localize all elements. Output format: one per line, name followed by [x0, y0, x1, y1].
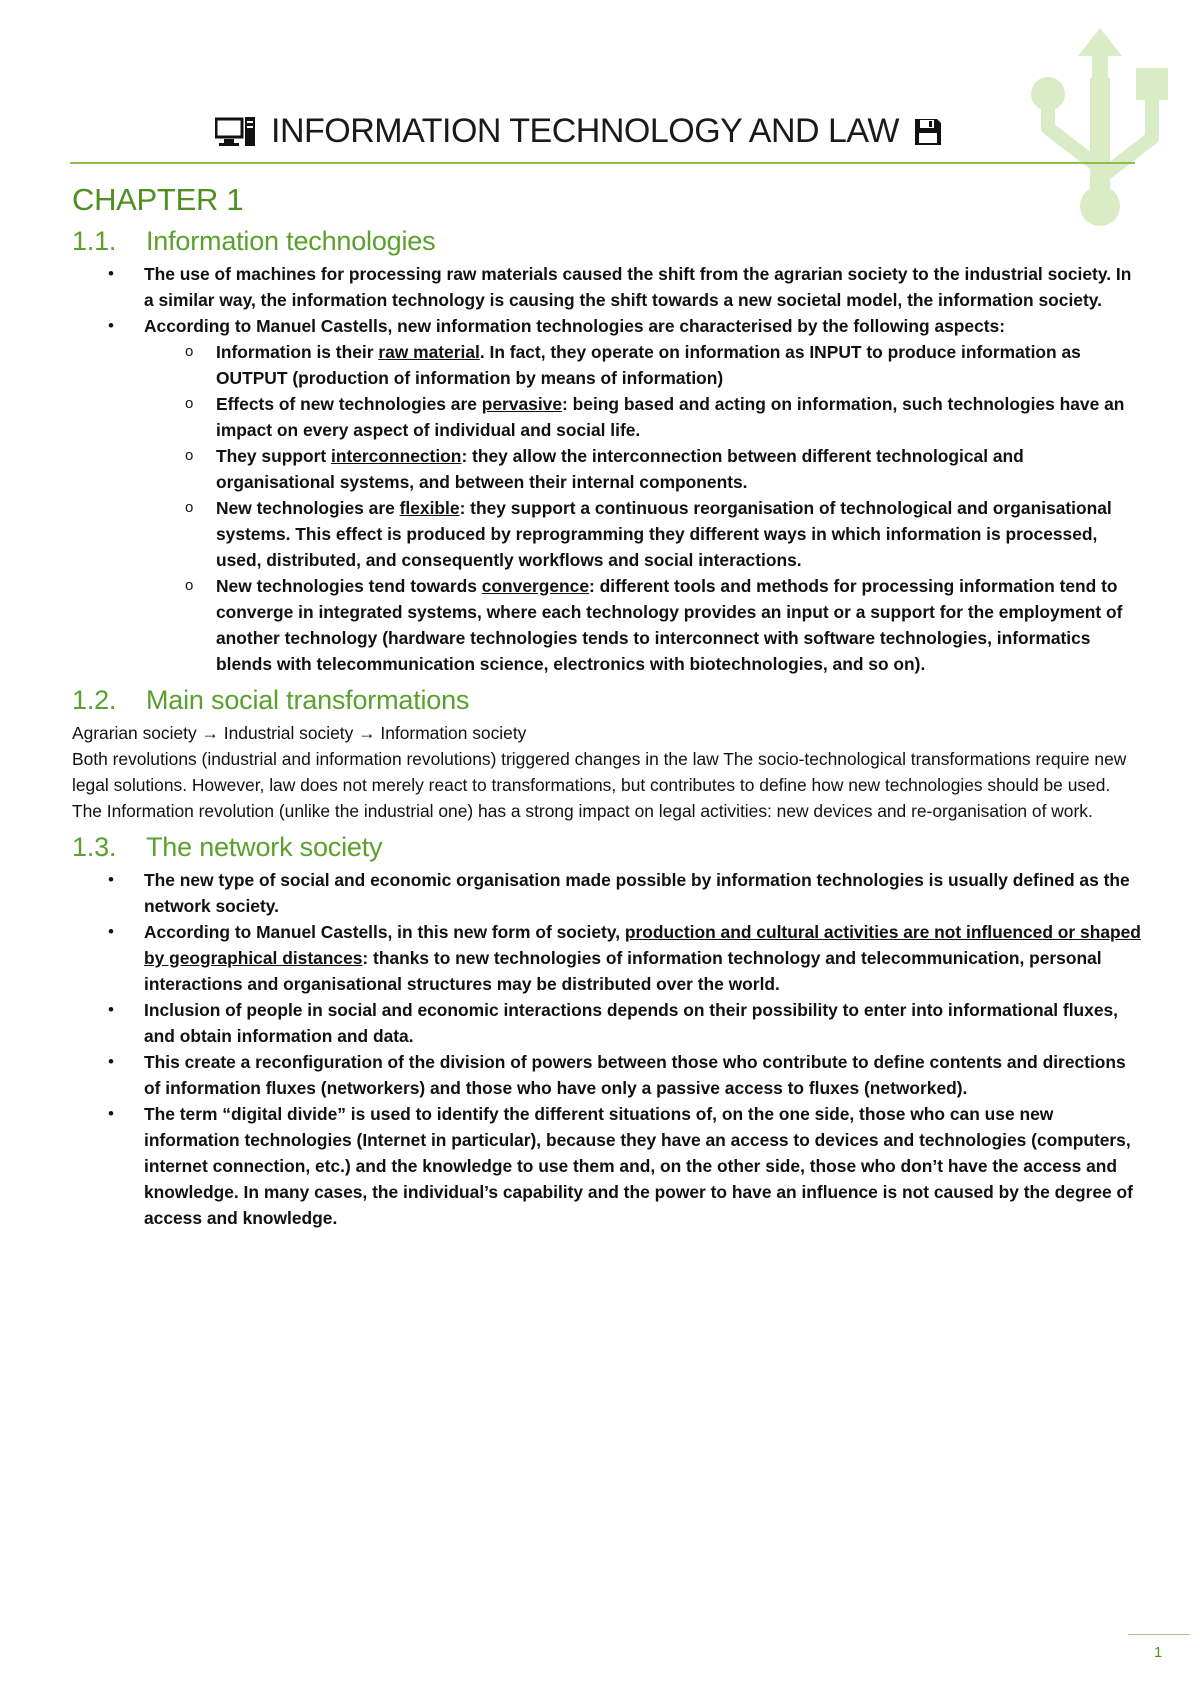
arrow-icon: →: [358, 723, 376, 743]
section-heading-1-3: [72, 832, 1142, 863]
list-item: • According to Manuel Castells, in this new form of society, production and cultural activities are not influenced or shaped by geographical distances: thanks to new technologies of information technology and telecommunication, personal interactions and organisational structures may be distributed over the world.: [72, 919, 1142, 997]
sub-list-item: o New technologies tend towards convergence: different tools and methods for processing information tend to converge in integrated systems, where each technology provides an input or a support for the employment of another technology (hardware technologies tends to interconnect with software technologies, informatics blends with telecommunication science, electronics with biotechnologies, and so on).: [72, 573, 1142, 677]
document-title: [215, 112, 975, 151]
transformation-chain: Agrarian society → Industrial society → Information society: [72, 723, 527, 743]
sub-list-item: o Information is their raw material. In fact, they operate on information as INPUT to produce information as OUTPUT (production of information by means of information): [72, 339, 1142, 391]
list-item: • The term “digital divide” is used to identify the different situations of, on the one side, those who can use new information technologies (Internet in particular), because they have an access to devices and technologies (computers, internet connection, etc.) and the knowledge to use them and, on the other side, those who don’t have the access and knowledge. In many cases, the individual’s capability and the power to have an influence is not caused by the degree of access and knowledge.: [72, 1101, 1142, 1231]
section-1-1-list: [72, 261, 1142, 677]
floppy-disk-icon: [913, 117, 943, 147]
sub-list-item: o New technologies are flexible: they support a continuous reorganisation of technological and organisational systems. This effect is produced by reprogramming they different ways in which information is processed, used, distributed, and consequently workflows and social interactions.: [72, 495, 1142, 573]
sub-list-item: o Effects of new technologies are pervasive: being based and acting on information, such technologies have an impact on every aspect of individual and social life.: [72, 391, 1142, 443]
section-1-3-list: [72, 867, 1142, 1231]
section-number: 1.2.: [72, 685, 117, 715]
section-heading-1-2: [72, 685, 1142, 716]
content: [72, 178, 1142, 1231]
list-item: • The new type of social and economic organisation made possible by information technologies is usually defined as the network society.: [72, 867, 1142, 919]
section-title: Main social transformations: [146, 685, 470, 715]
section-number: 1.3.: [72, 832, 117, 862]
list-item: • The use of machines for processing raw materials caused the shift from the agrarian society to the industrial society. In a similar way, the information technology is causing the shift towards a new societal model, the information society.: [72, 261, 1142, 313]
section-title: The network society: [146, 832, 383, 862]
list-item: • This create a reconfiguration of the division of powers between those who contribute to define contents and directions of information fluxes (networkers) and those who have only a passive access to fluxes (networked).: [72, 1049, 1142, 1101]
section-title: Information technologies: [146, 226, 436, 256]
computer-icon: [215, 115, 257, 149]
arrow-icon: →: [201, 723, 219, 743]
section-heading-1-1: [72, 226, 1142, 257]
footer-divider: [1128, 1634, 1190, 1635]
title-divider: [70, 162, 1135, 164]
list-item: • Inclusion of people in social and economic interactions depends on their possibility to enter into informational fluxes, and obtain information and data.: [72, 997, 1142, 1049]
sub-list: [144, 339, 1142, 677]
sub-list-item: o They support interconnection: they allow the interconnection between different technological and organisational systems, and between their internal components.: [72, 443, 1142, 495]
list-item: • According to Manuel Castells, new information technologies are characterised by the following aspects: o Information is their raw material. In fact, they operate on information as INPUT to produce information as OUTPUT (production of information by means of information) o Effects of new technologies are pervasive: being based and acting on information, such technologies have an impact on every aspect of individual and social life. o They support interconnection: they allow the interconnection between different technological and organisational systems, and between their internal components. o New technologies are flexible: they support a continuous reorganisation of technological and organisational systems. This effect is produced by reprogramming they different ways in which information is processed, used, distributed, and consequently workflows and social interactions. o New technologies tend towards convergence: different tools and methods for processing information tend to converge in integrated systems, where each technology provides an input or a support for the employment of another technology (hardware technologies tends to interconnect with software technologies, informatics blends with telecommunication science, electronics with biotechnologies, and so on).: [72, 313, 1142, 677]
section-number: 1.1.: [72, 226, 117, 256]
title-text: INFORMATION TECHNOLOGY AND LAW: [271, 112, 899, 150]
page-number: 1: [1154, 1644, 1163, 1661]
chapter-heading: CHAPTER 1: [72, 182, 244, 217]
paragraph: The Information revolution (unlike the industrial one) has a strong impact on legal activities: new devices and re-organisation of work.: [72, 801, 1093, 821]
paragraph: Both revolutions (industrial and information revolutions) triggered changes in the law The socio-technological transformations require new legal solutions. However, law does not merely react to transformations, but contributes to define how new technologies should be used.: [72, 749, 1127, 795]
